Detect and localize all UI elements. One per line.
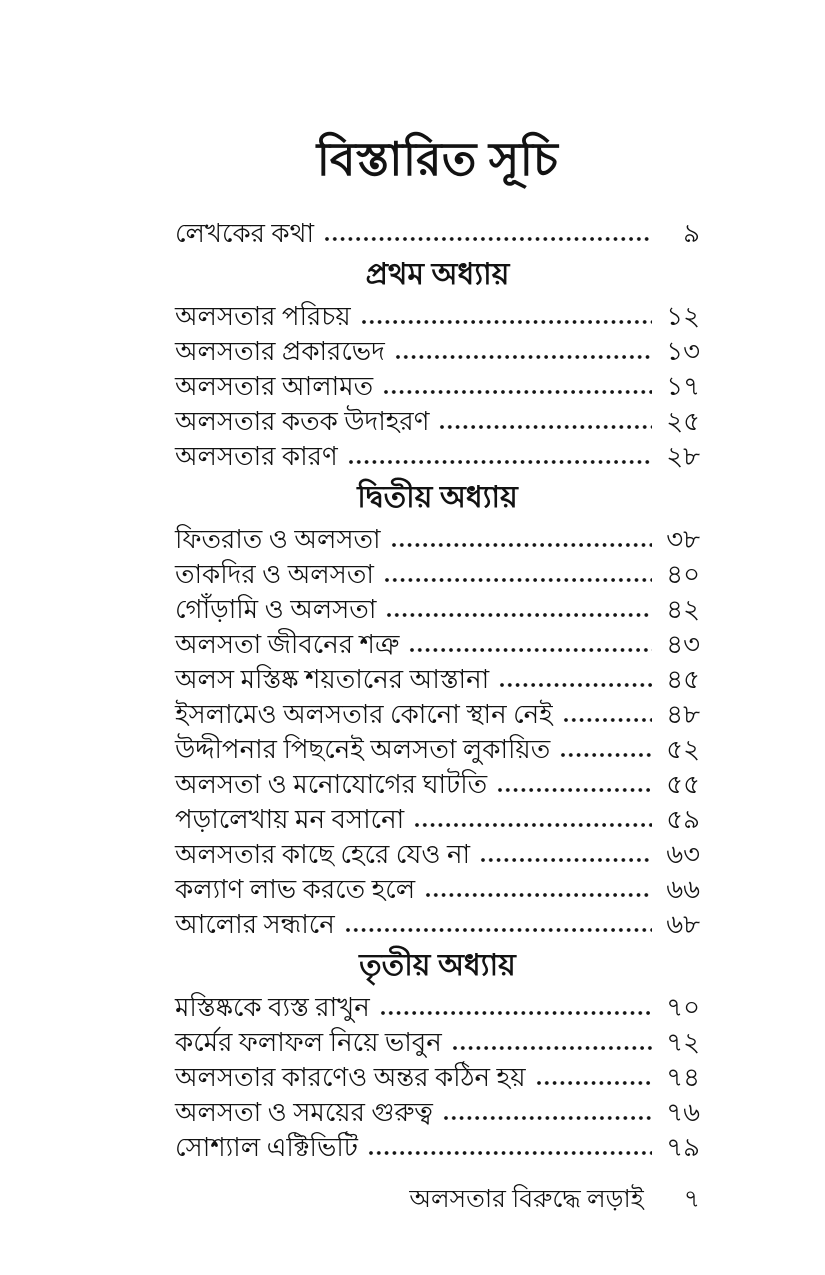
toc-entry-label: অলসতার কাছে হেরে যেও না [175,840,471,869]
toc-entry [175,592,700,627]
toc-entry-label: উদ্দীপনার পিছনেই অলসতা লুকায়িত [175,735,551,764]
toc-entry-label: অলসতার কতক উদাহরণ [175,407,430,436]
toc-entry [175,1025,700,1060]
toc-entry [175,837,700,872]
dot-leader [563,717,652,723]
dot-leader [536,1080,652,1086]
page-title: বিস্তারিত সূচি [316,134,559,185]
toc-entry [175,1095,700,1130]
dot-leader [497,787,652,793]
dot-leader [391,542,652,548]
toc-entry-page: ৬৮ [666,910,700,939]
toc-entry [175,990,700,1025]
toc-entry-label: পড়ালেখায় মন বসানো [175,805,405,834]
toc-entry-page: ২৫ [666,407,700,436]
dot-leader [324,236,652,242]
dot-leader [384,577,652,583]
toc-entry-label: লেখকের কথা [175,219,315,248]
toc-entry-page: ৭০ [666,993,700,1022]
dot-leader [395,354,652,360]
section-heading: তৃতীয় অধ্যায় [359,949,516,982]
toc-entry-label: তাকদির ও অলসতা [175,560,374,589]
toc-entry [175,872,700,907]
toc-entry-label: অলসতার আলামত [175,372,374,401]
toc-entry [175,662,700,697]
toc-entry-label: ফিতরাত ও অলসতা [175,525,381,554]
toc-entry [175,369,700,404]
toc-entry-page: ৬৩ [666,840,700,869]
toc-entry [175,439,700,474]
toc-entry-page: ৪৮ [666,700,700,729]
toc-sections [175,256,700,1165]
section-entries [175,522,700,942]
toc-section [175,947,700,1165]
dot-leader [345,927,652,933]
footer-page-number: ৭ [683,1186,700,1213]
toc [175,216,700,1165]
toc-entry [175,557,700,592]
toc-entry-page: ৬৬ [666,875,700,904]
toc-entry-page: ৩৮ [666,525,700,554]
toc-entry-page: ২৮ [666,442,700,471]
toc-entry-label: গোঁড়ামি ও অলসতা [175,595,377,624]
toc-entry-label: ইসলামেও অলসতার কোনো স্থান নেই [175,700,553,729]
toc-entry-page: ৪০ [666,560,700,589]
toc-entry [175,627,700,662]
dot-leader [480,857,652,863]
dot-leader [409,647,652,653]
section-heading: দ্বিতীয় অধ্যায় [357,481,518,514]
toc-entry [175,299,700,334]
toc-entry-page: ১২ [666,302,700,331]
toc-entry-label: অলস মস্তিষ্ক শয়তানের আস্তানা [175,665,490,694]
toc-entry [175,802,700,837]
toc-entry-page: ৯ [683,219,700,248]
toc-entry-label: অলসতা ও মনোযোগের ঘাটতি [175,770,488,799]
toc-entry-label: কল্যাণ লাভ করতে হলে [175,875,416,904]
dot-leader [499,682,652,688]
toc-entry-page: ৫৫ [666,770,700,799]
toc-entry-label: মস্তিষ্ককে ব্যস্ত রাখুন [175,993,370,1022]
dot-leader [383,389,652,395]
dot-leader [380,1010,652,1016]
toc-entry-label: আলোর সন্ধানে [175,910,335,939]
toc-entry [175,767,700,802]
section-heading: প্রথম অধ্যায় [365,258,510,291]
toc-entry-label: অলসতার কারণ [175,442,338,471]
toc-section [175,256,700,474]
dot-leader [348,459,652,465]
dot-leader [414,822,652,828]
toc-entry [175,522,700,557]
toc-entry-page: ১৭ [666,372,700,401]
toc-entry-page: ৭৬ [666,1098,700,1127]
toc-entry [175,697,700,732]
toc-entry-page: ৭২ [666,1028,700,1057]
toc-entry [175,1130,700,1165]
toc-entry-label: অলসতা ও সময়ের গুরুত্ব [175,1098,433,1127]
section-entries [175,990,700,1165]
toc-entry [175,334,700,369]
dot-leader [452,1045,652,1051]
dot-leader [439,424,652,430]
toc-section [175,479,700,942]
toc-entry-page: ৭৯ [666,1133,700,1162]
dot-leader [425,892,652,898]
toc-entry [175,907,700,942]
toc-entry-page: ৪৫ [666,665,700,694]
toc-entry [175,1060,700,1095]
toc-entry-label: সোশ্যাল এক্টিভিটি [175,1133,358,1162]
section-entries [175,299,700,474]
toc-entry-page: ৫২ [666,735,700,764]
toc-entry-label: অলসতার পরিচয় [175,302,351,331]
toc-entry-page: ৫৯ [666,805,700,834]
footer-book-title: অলসতার বিরুদ্ধে লড়াই [409,1186,644,1213]
toc-entry-label: কর্মের ফলাফল নিয়ে ভাবুন [175,1028,442,1057]
toc-entry-page: ৪৩ [666,630,700,659]
toc-entry [175,404,700,439]
toc-entry-page: ৭৪ [666,1063,700,1092]
dot-leader [361,319,652,325]
toc-entry-page: ১৩ [666,337,700,366]
toc-entry-label: অলসতা জীবনের শত্রু [175,630,400,659]
dot-leader [443,1115,652,1121]
dot-leader [368,1150,652,1156]
page-footer [0,1185,700,1215]
toc-entry [175,732,700,767]
dot-leader [560,752,652,758]
toc-entry-label: অলসতার কারণেও অন্তর কঠিন হয় [175,1063,526,1092]
toc-entry [175,216,700,251]
toc-entry-label: অলসতার প্রকারভেদ [175,337,385,366]
toc-entry-page: ৪২ [666,595,700,624]
dot-leader [386,612,652,618]
